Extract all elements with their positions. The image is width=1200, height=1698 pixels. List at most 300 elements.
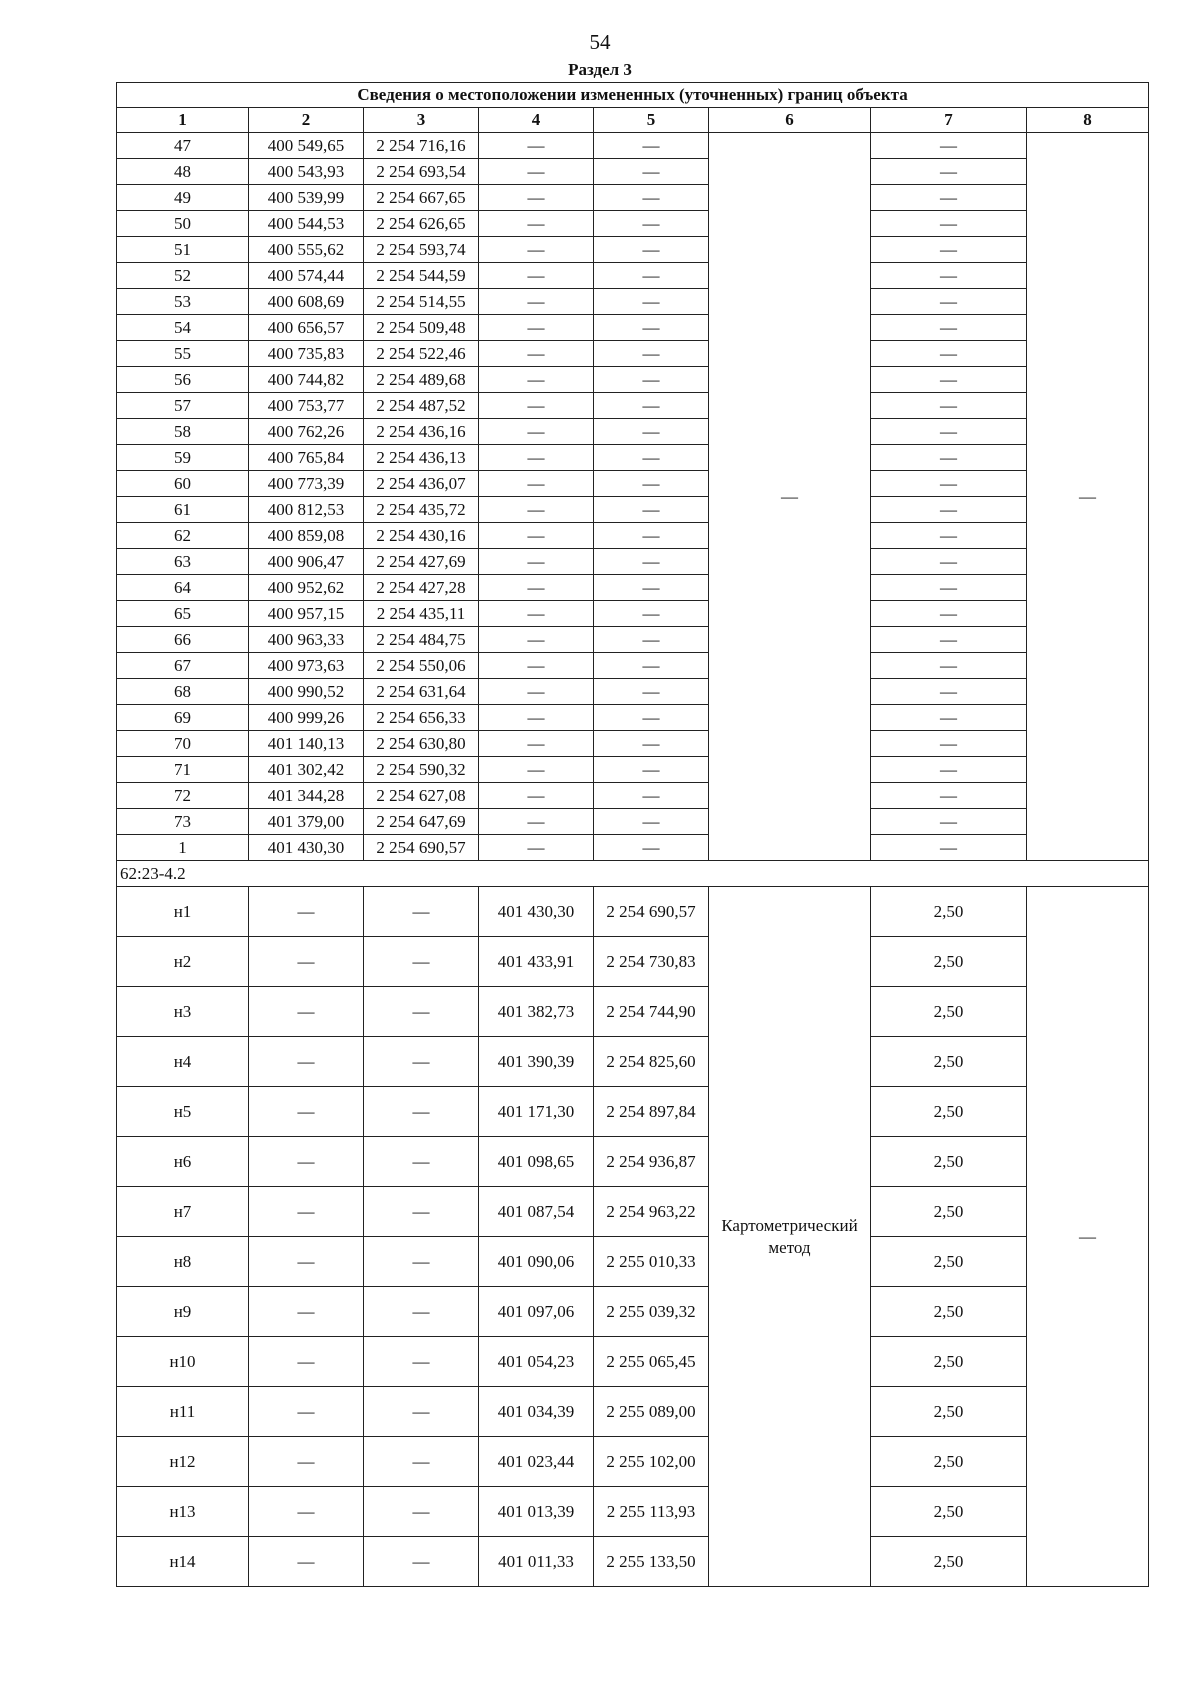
- accuracy: —: [871, 315, 1027, 341]
- point-number: 62: [117, 523, 249, 549]
- point-number: н4: [117, 1037, 249, 1087]
- new-y: —: [594, 757, 709, 783]
- table-row: [117, 783, 1149, 809]
- old-y: 2 254 627,08: [364, 783, 479, 809]
- new-y: 2 254 730,83: [594, 937, 709, 987]
- old-x: 401 379,00: [249, 809, 364, 835]
- old-y: —: [364, 1087, 479, 1137]
- table-row: [117, 1437, 1149, 1487]
- new-x: —: [479, 809, 594, 835]
- table-row: [117, 1287, 1149, 1337]
- old-y: 2 254 427,28: [364, 575, 479, 601]
- point-number: н8: [117, 1237, 249, 1287]
- old-y: 2 254 716,16: [364, 133, 479, 159]
- old-y: 2 254 514,55: [364, 289, 479, 315]
- table-row: [117, 757, 1149, 783]
- old-y: 2 254 436,07: [364, 471, 479, 497]
- new-y: —: [594, 679, 709, 705]
- point-number: 1: [117, 835, 249, 861]
- new-y: 2 254 690,57: [594, 887, 709, 937]
- point-number: 72: [117, 783, 249, 809]
- accuracy: —: [871, 835, 1027, 861]
- table-row: [117, 367, 1149, 393]
- accuracy: —: [871, 133, 1027, 159]
- new-x: —: [479, 679, 594, 705]
- old-y: —: [364, 1487, 479, 1537]
- old-y: 2 254 550,06: [364, 653, 479, 679]
- boundary-coordinates-table: [116, 82, 1149, 1587]
- accuracy: —: [871, 237, 1027, 263]
- new-y: —: [594, 185, 709, 211]
- old-x: 400 555,62: [249, 237, 364, 263]
- old-x: 401 344,28: [249, 783, 364, 809]
- new-x: 401 430,30: [479, 887, 594, 937]
- old-x: —: [249, 1137, 364, 1187]
- accuracy: —: [871, 445, 1027, 471]
- table-row: [117, 237, 1149, 263]
- table-row: [117, 1387, 1149, 1437]
- point-number: 51: [117, 237, 249, 263]
- new-x: —: [479, 627, 594, 653]
- old-x: 400 656,57: [249, 315, 364, 341]
- table-row: [117, 575, 1149, 601]
- old-x: —: [249, 1537, 364, 1587]
- group-label: 62:23-4.2: [117, 861, 1149, 887]
- point-number: н10: [117, 1337, 249, 1387]
- new-x: —: [479, 471, 594, 497]
- accuracy: 2,50: [871, 1187, 1027, 1237]
- table-caption: Сведения о местоположении измененных (уточненных) границ объекта: [117, 83, 1149, 108]
- table-row: [117, 731, 1149, 757]
- point-number: н14: [117, 1537, 249, 1587]
- old-x: 400 753,77: [249, 393, 364, 419]
- old-y: 2 254 489,68: [364, 367, 479, 393]
- new-y: —: [594, 497, 709, 523]
- accuracy: —: [871, 757, 1027, 783]
- old-x: 400 543,93: [249, 159, 364, 185]
- old-y: 2 254 630,80: [364, 731, 479, 757]
- point-number: 54: [117, 315, 249, 341]
- old-x: —: [249, 1287, 364, 1337]
- point-number: 66: [117, 627, 249, 653]
- old-x: —: [249, 1087, 364, 1137]
- new-y: 2 254 936,87: [594, 1137, 709, 1187]
- new-y: —: [594, 705, 709, 731]
- table-row: [117, 471, 1149, 497]
- table-row: [117, 835, 1149, 861]
- old-x: 400 812,53: [249, 497, 364, 523]
- table-row: [117, 679, 1149, 705]
- table-row: [117, 809, 1149, 835]
- old-x: —: [249, 1037, 364, 1087]
- table-row: [117, 315, 1149, 341]
- accuracy: —: [871, 341, 1027, 367]
- point-number: н7: [117, 1187, 249, 1237]
- table-row: [117, 289, 1149, 315]
- old-y: —: [364, 887, 479, 937]
- accuracy: —: [871, 653, 1027, 679]
- accuracy: 2,50: [871, 1537, 1027, 1587]
- old-x: —: [249, 1187, 364, 1237]
- accuracy: —: [871, 627, 1027, 653]
- new-x: —: [479, 601, 594, 627]
- method-cell: Картометрический метод: [709, 887, 871, 1587]
- new-y: 2 254 825,60: [594, 1037, 709, 1087]
- column-header: 7: [871, 108, 1027, 133]
- page-number: 54: [589, 30, 611, 54]
- table-row: [117, 185, 1149, 211]
- old-x: 400 973,63: [249, 653, 364, 679]
- new-y: —: [594, 653, 709, 679]
- description-cell: —: [1027, 887, 1149, 1587]
- new-x: —: [479, 497, 594, 523]
- point-number: н11: [117, 1387, 249, 1437]
- old-y: 2 254 436,16: [364, 419, 479, 445]
- old-y: —: [364, 1337, 479, 1387]
- new-y: 2 254 897,84: [594, 1087, 709, 1137]
- point-number: 61: [117, 497, 249, 523]
- new-y: 2 255 065,45: [594, 1337, 709, 1387]
- point-number: 47: [117, 133, 249, 159]
- table-row: [117, 133, 1149, 159]
- accuracy: —: [871, 211, 1027, 237]
- new-y: —: [594, 471, 709, 497]
- new-y: —: [594, 393, 709, 419]
- point-number: 60: [117, 471, 249, 497]
- point-number: 56: [117, 367, 249, 393]
- table-body: [117, 133, 1149, 1587]
- old-x: 400 544,53: [249, 211, 364, 237]
- table-row: [117, 653, 1149, 679]
- new-y: 2 254 744,90: [594, 987, 709, 1037]
- new-x: —: [479, 263, 594, 289]
- new-x: —: [479, 159, 594, 185]
- old-y: 2 254 430,16: [364, 523, 479, 549]
- new-x: —: [479, 341, 594, 367]
- point-number: 59: [117, 445, 249, 471]
- accuracy: 2,50: [871, 1287, 1027, 1337]
- point-number: 73: [117, 809, 249, 835]
- new-x: —: [479, 523, 594, 549]
- old-y: 2 254 593,74: [364, 237, 479, 263]
- table-row: [117, 445, 1149, 471]
- old-x: 400 574,44: [249, 263, 364, 289]
- point-number: 57: [117, 393, 249, 419]
- new-x: —: [479, 133, 594, 159]
- point-number: 52: [117, 263, 249, 289]
- old-y: 2 254 656,33: [364, 705, 479, 731]
- description-cell: —: [1027, 133, 1149, 861]
- old-x: 400 539,99: [249, 185, 364, 211]
- new-y: —: [594, 575, 709, 601]
- old-x: 400 773,39: [249, 471, 364, 497]
- new-y: 2 254 963,22: [594, 1187, 709, 1237]
- point-number: 53: [117, 289, 249, 315]
- accuracy: 2,50: [871, 1037, 1027, 1087]
- old-y: 2 254 667,65: [364, 185, 479, 211]
- old-x: 400 999,26: [249, 705, 364, 731]
- old-y: 2 254 693,54: [364, 159, 479, 185]
- new-x: —: [479, 653, 594, 679]
- column-header: 4: [479, 108, 594, 133]
- table-row: [117, 887, 1149, 937]
- new-y: —: [594, 835, 709, 861]
- old-x: 401 430,30: [249, 835, 364, 861]
- old-x: —: [249, 987, 364, 1037]
- old-y: —: [364, 987, 479, 1037]
- new-y: —: [594, 367, 709, 393]
- old-y: —: [364, 1187, 479, 1237]
- table-row: [117, 1087, 1149, 1137]
- old-y: 2 254 509,48: [364, 315, 479, 341]
- new-x: 401 433,91: [479, 937, 594, 987]
- point-number: 68: [117, 679, 249, 705]
- new-x: —: [479, 575, 594, 601]
- new-x: 401 013,39: [479, 1487, 594, 1537]
- old-y: —: [364, 1237, 479, 1287]
- new-x: —: [479, 549, 594, 575]
- accuracy: —: [871, 471, 1027, 497]
- table-row: [117, 1187, 1149, 1237]
- table-row: [117, 1237, 1149, 1287]
- old-y: 2 254 522,46: [364, 341, 479, 367]
- new-y: —: [594, 523, 709, 549]
- point-number: 69: [117, 705, 249, 731]
- method-cell: —: [709, 133, 871, 861]
- accuracy: —: [871, 289, 1027, 315]
- accuracy: —: [871, 575, 1027, 601]
- accuracy: —: [871, 523, 1027, 549]
- point-number: 50: [117, 211, 249, 237]
- new-y: —: [594, 237, 709, 263]
- accuracy: 2,50: [871, 887, 1027, 937]
- old-y: 2 254 484,75: [364, 627, 479, 653]
- point-number: 58: [117, 419, 249, 445]
- accuracy: 2,50: [871, 1487, 1027, 1537]
- old-x: —: [249, 1237, 364, 1287]
- old-x: —: [249, 1437, 364, 1487]
- old-y: —: [364, 1287, 479, 1337]
- point-number: н2: [117, 937, 249, 987]
- table-row: [117, 601, 1149, 627]
- accuracy: —: [871, 159, 1027, 185]
- new-y: —: [594, 809, 709, 835]
- accuracy: 2,50: [871, 937, 1027, 987]
- new-y: 2 255 102,00: [594, 1437, 709, 1487]
- point-number: 48: [117, 159, 249, 185]
- column-header: 5: [594, 108, 709, 133]
- old-x: 400 735,83: [249, 341, 364, 367]
- table-row: [117, 1537, 1149, 1587]
- old-y: —: [364, 1037, 479, 1087]
- old-x: 400 963,33: [249, 627, 364, 653]
- old-y: 2 254 590,32: [364, 757, 479, 783]
- new-y: 2 255 089,00: [594, 1387, 709, 1437]
- new-y: 2 255 010,33: [594, 1237, 709, 1287]
- old-x: 400 762,26: [249, 419, 364, 445]
- table-row: [117, 1137, 1149, 1187]
- table-row: [117, 159, 1149, 185]
- old-x: —: [249, 1387, 364, 1437]
- new-y: —: [594, 601, 709, 627]
- point-number: н3: [117, 987, 249, 1037]
- new-x: —: [479, 211, 594, 237]
- new-y: —: [594, 315, 709, 341]
- new-x: 401 054,23: [479, 1337, 594, 1387]
- new-x: —: [479, 237, 594, 263]
- new-y: —: [594, 341, 709, 367]
- old-y: 2 254 631,64: [364, 679, 479, 705]
- point-number: 63: [117, 549, 249, 575]
- point-number: н5: [117, 1087, 249, 1137]
- old-x: —: [249, 1337, 364, 1387]
- new-y: —: [594, 289, 709, 315]
- table-row: [117, 1337, 1149, 1387]
- new-y: —: [594, 549, 709, 575]
- table-row: [117, 937, 1149, 987]
- old-y: 2 254 427,69: [364, 549, 479, 575]
- new-y: 2 255 133,50: [594, 1537, 709, 1587]
- accuracy: 2,50: [871, 1437, 1027, 1487]
- new-x: —: [479, 731, 594, 757]
- new-x: 401 034,39: [479, 1387, 594, 1437]
- table-row: [117, 627, 1149, 653]
- old-x: 400 990,52: [249, 679, 364, 705]
- new-x: —: [479, 705, 594, 731]
- column-header: 6: [709, 108, 871, 133]
- column-header: 1: [117, 108, 249, 133]
- old-x: 400 744,82: [249, 367, 364, 393]
- new-y: —: [594, 211, 709, 237]
- new-x: 401 382,73: [479, 987, 594, 1037]
- accuracy: —: [871, 419, 1027, 445]
- new-x: 401 098,65: [479, 1137, 594, 1187]
- point-number: 64: [117, 575, 249, 601]
- new-x: 401 011,33: [479, 1537, 594, 1587]
- old-y: 2 254 647,69: [364, 809, 479, 835]
- accuracy: —: [871, 601, 1027, 627]
- old-x: 400 859,08: [249, 523, 364, 549]
- accuracy: —: [871, 549, 1027, 575]
- accuracy: —: [871, 367, 1027, 393]
- column-header: 8: [1027, 108, 1149, 133]
- old-x: 400 765,84: [249, 445, 364, 471]
- column-header-row: [117, 108, 1149, 133]
- new-x: 401 023,44: [479, 1437, 594, 1487]
- old-x: 400 952,62: [249, 575, 364, 601]
- old-x: 401 140,13: [249, 731, 364, 757]
- new-x: 401 087,54: [479, 1187, 594, 1237]
- accuracy: 2,50: [871, 1387, 1027, 1437]
- old-y: 2 254 435,11: [364, 601, 479, 627]
- section-title: Раздел 3: [568, 60, 632, 79]
- old-x: 401 302,42: [249, 757, 364, 783]
- new-y: —: [594, 419, 709, 445]
- accuracy: —: [871, 497, 1027, 523]
- point-number: 65: [117, 601, 249, 627]
- point-number: н12: [117, 1437, 249, 1487]
- accuracy: —: [871, 783, 1027, 809]
- table-row: [117, 393, 1149, 419]
- new-x: —: [479, 185, 594, 211]
- old-x: 400 957,15: [249, 601, 364, 627]
- new-y: 2 255 039,32: [594, 1287, 709, 1337]
- old-y: —: [364, 1537, 479, 1587]
- table-row: [117, 523, 1149, 549]
- old-y: —: [364, 1137, 479, 1187]
- point-number: 67: [117, 653, 249, 679]
- new-y: —: [594, 783, 709, 809]
- point-number: н9: [117, 1287, 249, 1337]
- point-number: н6: [117, 1137, 249, 1187]
- accuracy: —: [871, 185, 1027, 211]
- old-y: 2 254 436,13: [364, 445, 479, 471]
- new-x: —: [479, 419, 594, 445]
- accuracy: —: [871, 263, 1027, 289]
- old-x: 400 549,65: [249, 133, 364, 159]
- column-header: 3: [364, 108, 479, 133]
- accuracy: 2,50: [871, 1337, 1027, 1387]
- point-number: 70: [117, 731, 249, 757]
- new-x: —: [479, 393, 594, 419]
- table-row: [117, 705, 1149, 731]
- new-x: —: [479, 835, 594, 861]
- new-x: 401 390,39: [479, 1037, 594, 1087]
- old-x: —: [249, 937, 364, 987]
- accuracy: 2,50: [871, 987, 1027, 1037]
- old-y: 2 254 487,52: [364, 393, 479, 419]
- new-x: 401 097,06: [479, 1287, 594, 1337]
- table-row: [117, 419, 1149, 445]
- table-row: [117, 497, 1149, 523]
- new-x: 401 090,06: [479, 1237, 594, 1287]
- accuracy: 2,50: [871, 1137, 1027, 1187]
- new-y: —: [594, 445, 709, 471]
- point-number: 71: [117, 757, 249, 783]
- old-x: —: [249, 887, 364, 937]
- new-y: —: [594, 731, 709, 757]
- table-row: [117, 549, 1149, 575]
- old-y: —: [364, 937, 479, 987]
- new-x: —: [479, 783, 594, 809]
- table-row: [117, 211, 1149, 237]
- point-number: н13: [117, 1487, 249, 1537]
- old-y: —: [364, 1387, 479, 1437]
- accuracy: —: [871, 679, 1027, 705]
- group-label-row: [117, 861, 1149, 887]
- table-row: [117, 263, 1149, 289]
- old-y: 2 254 544,59: [364, 263, 479, 289]
- new-x: —: [479, 757, 594, 783]
- accuracy: 2,50: [871, 1237, 1027, 1287]
- accuracy: —: [871, 705, 1027, 731]
- old-x: —: [249, 1487, 364, 1537]
- column-header: 2: [249, 108, 364, 133]
- new-x: —: [479, 315, 594, 341]
- accuracy: —: [871, 731, 1027, 757]
- new-y: —: [594, 627, 709, 653]
- point-number: 55: [117, 341, 249, 367]
- old-y: 2 254 690,57: [364, 835, 479, 861]
- new-y: 2 255 113,93: [594, 1487, 709, 1537]
- table-row: [117, 1037, 1149, 1087]
- new-y: —: [594, 263, 709, 289]
- new-y: —: [594, 159, 709, 185]
- old-y: 2 254 626,65: [364, 211, 479, 237]
- old-y: 2 254 435,72: [364, 497, 479, 523]
- new-x: —: [479, 367, 594, 393]
- old-x: 400 906,47: [249, 549, 364, 575]
